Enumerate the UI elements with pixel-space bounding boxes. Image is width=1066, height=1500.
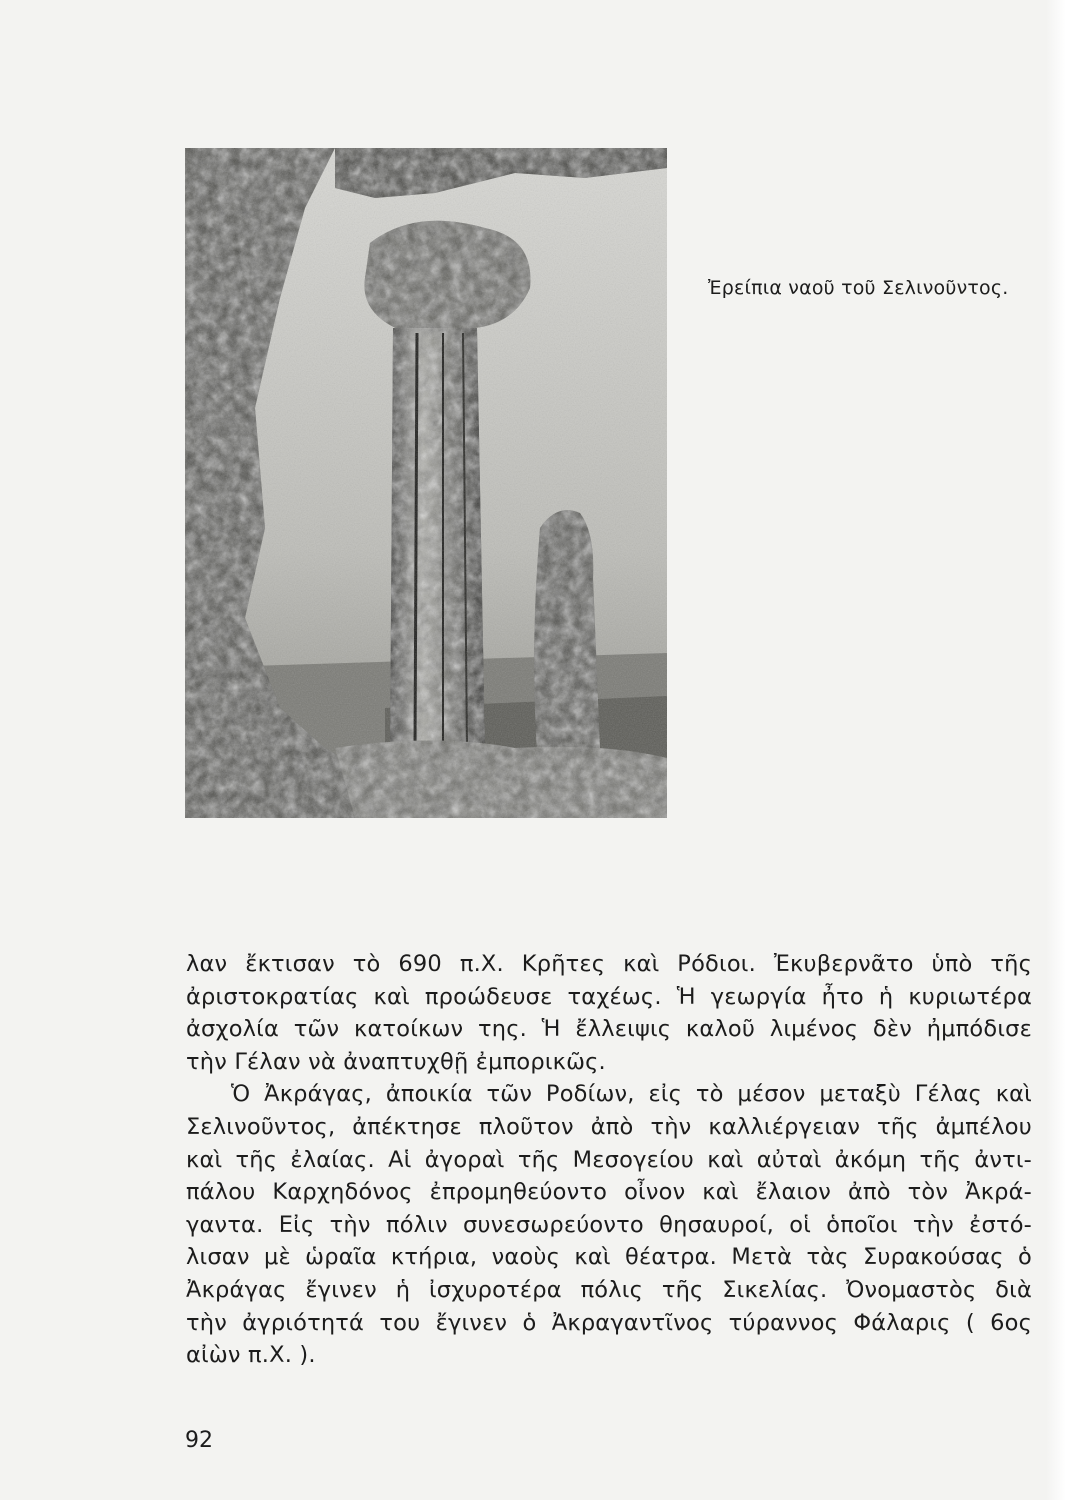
figure-caption: Ἐρείπια ναοῦ τοῦ Σελινοῦντος.: [708, 277, 1009, 299]
text-line: Ὁ Ἀκράγας, ἀποικία τῶν Ροδίων, εἰς τὸ μέσον μεταξὺ Γέλας καὶ: [231, 1081, 1032, 1108]
text-line: Ἀκράγας ἔγινεν ἡ ἰσχυροτέρα πόλις τῆς Σικελίας. Ὀνομαστὸς διὰ: [186, 1276, 1032, 1303]
temple-ruins-photo: [185, 148, 667, 818]
text-line: αἰὼν π.Χ. ).: [186, 1342, 316, 1369]
page-number: 92: [185, 1428, 213, 1453]
text-line: λαν ἔκτισαν τὸ 690 π.Χ. Κρῆτες καὶ Ρόδιοι. Ἐκυβερνᾶτο ὑπὸ τῆς: [186, 951, 1032, 977]
text-line: γαντα. Εἰς τὴν πόλιν συνεσωρεύοντο θησαυροί, οἱ ὁποῖοι τὴν ἐστό-: [186, 1211, 1032, 1238]
body-text: [186, 948, 1032, 1372]
text-line: λισαν μὲ ὡραῖα κτήρια, ναοὺς καὶ θέατρα. Μετὰ τὰς Συρακούσας ὁ: [186, 1244, 1032, 1271]
text-line: τὴν ἀγριότητά του ἔγινεν ὁ Ἀκραγαντῖνος τύραννος Φάλαρις ( 6ος: [186, 1309, 1032, 1336]
text-line: Σελινοῦντος, ἀπέκτησε πλοῦτον ἀπὸ τὴν καλλιέργειαν τῆς ἀμπέλου: [186, 1113, 1032, 1140]
page-edge: [1046, 0, 1066, 1500]
text-line: ἀριστοκρατίας καὶ προώδευσε ταχέως. Ἡ γεωργία ἦτο ἡ κυριωτέρα: [186, 983, 1032, 1010]
text-line: καὶ τῆς ἐλαίας. Αἱ ἀγοραὶ τῆς Μεσογείου καὶ αὐταὶ ἀκόμη τῆς ἀντι-: [186, 1146, 1032, 1173]
text-line: ἀσχολία τῶν κατοίκων της. Ἡ ἔλλειψις καλοῦ λιμένος δὲν ἠμπόδισε: [186, 1016, 1032, 1043]
text-line: τὴν Γέλαν νὰ ἀναπτυχθῇ ἐμπορικῶς.: [186, 1048, 606, 1075]
text-line: πάλου Καρχηδόνος ἐπρομηθεύοντο οἶνον καὶ ἔλαιον ἀπὸ τὸν Ἀκρά-: [186, 1179, 1032, 1206]
